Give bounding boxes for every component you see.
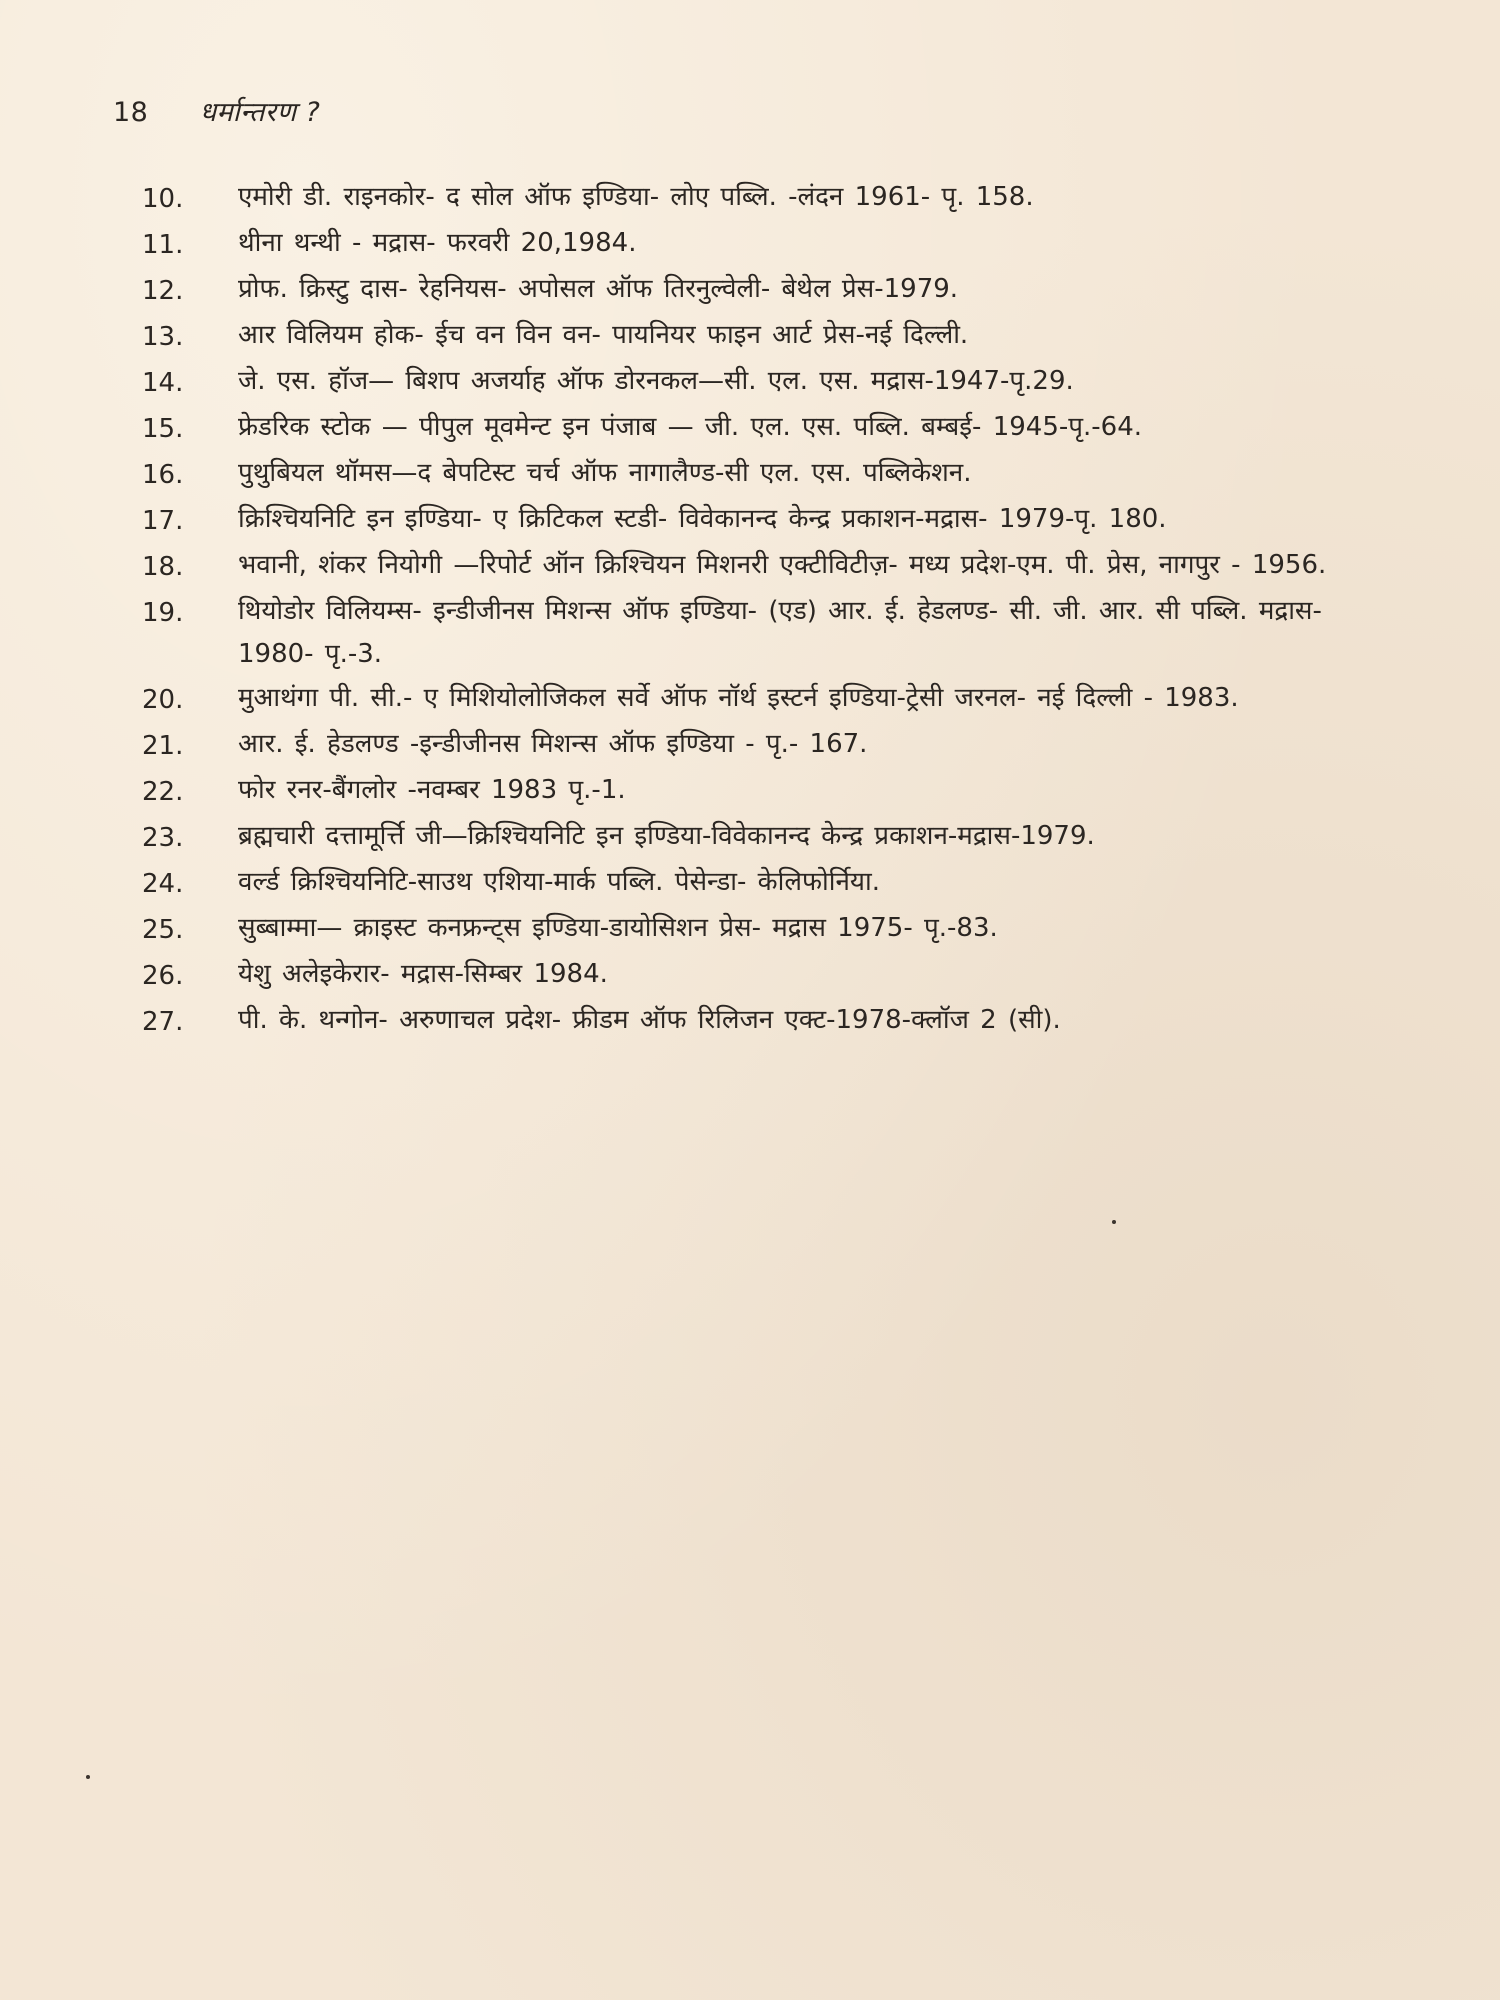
notes-list xyxy=(142,176,1392,1045)
note-item xyxy=(142,222,1392,267)
note-text: जे. एस. हॉज— बिशप अजर्याह ऑफ डोरनकल—सी. एल. एस. मद्रास-1947-पृ.29. xyxy=(238,366,1074,396)
note-number: 12. xyxy=(142,276,184,306)
note-item xyxy=(142,953,1392,998)
note-number: 13. xyxy=(142,322,184,352)
ink-speck xyxy=(86,1775,90,1779)
note-text: फोर रनर-बैंगलोर -नवम्बर 1983 पृ.-1. xyxy=(238,775,626,805)
note-item xyxy=(142,590,1392,676)
ink-speck xyxy=(1112,1220,1116,1224)
note-text: वर्ल्ड क्रिश्चियनिटि-साउथ एशिया-मार्क पब्लि. पेसेन्डा- केलिफोर्निया. xyxy=(238,867,881,897)
note-text: पुथुबियल थॉमस—द बेपटिस्ट चर्च ऑफ नागालैण्ड-सी एल. एस. पब्लिकेशन. xyxy=(238,458,972,488)
note-item xyxy=(142,769,1392,814)
note-item xyxy=(142,815,1392,860)
note-number: 20. xyxy=(142,685,184,715)
note-item xyxy=(142,406,1392,451)
note-number: 16. xyxy=(142,460,184,490)
note-number: 18. xyxy=(142,552,184,582)
note-number: 27. xyxy=(142,1007,184,1037)
note-text: आर विलियम होक- ईच वन विन वन- पायनियर फाइन आर्ट प्रेस-नई दिल्ली. xyxy=(238,320,969,350)
note-text: पी. के. थन्गोन- अरुणाचल प्रदेश- फ्रीडम ऑफ रिलिजन एक्ट-1978-क्लॉज 2 (सी). xyxy=(238,1005,1061,1035)
note-item xyxy=(142,677,1392,722)
note-item xyxy=(142,268,1392,313)
note-text: मुआथंगा पी. सी.- ए मिशियोलोजिकल सर्वे ऑफ नॉर्थ इस्टर्न इण्डिया-ट्रेसी जरनल- नई दिल्ली - 1983. xyxy=(238,683,1239,713)
note-item xyxy=(142,176,1392,221)
note-number: 23. xyxy=(142,823,184,853)
note-number: 22. xyxy=(142,777,184,807)
note-item xyxy=(142,452,1392,497)
note-number: 26. xyxy=(142,961,184,991)
note-number: 24. xyxy=(142,869,184,899)
note-number: 25. xyxy=(142,915,184,945)
note-number: 21. xyxy=(142,731,184,761)
note-item xyxy=(142,861,1392,906)
note-text: प्रोफ. क्रिस्टु दास- रेहनियस- अपोसल ऑफ तिरनुल्वेली- बेथेल प्रेस-1979. xyxy=(238,274,959,304)
note-number: 14. xyxy=(142,368,184,398)
note-text: भवानी, शंकर नियोगी —रिपोर्ट ऑन क्रिश्चियन मिशनरी एक्टीविटीज़- मध्य प्रदेश-एम. पी. प्रेस, नागपुर - 1956. xyxy=(238,550,1327,580)
note-text: क्रिश्चियनिटि इन इण्डिया- ए क्रिटिकल स्टडी- विवेकानन्द केन्द्र प्रकाशन-मद्रास- 1979-पृ. 180. xyxy=(238,504,1167,534)
note-item xyxy=(142,360,1392,405)
note-number: 17. xyxy=(142,506,184,536)
note-item xyxy=(142,723,1392,768)
note-text: सुब्बाम्मा— क्राइस्ट कनफ्रन्ट्स इण्डिया-डायोसिशन प्रेस- मद्रास 1975- पृ.-83. xyxy=(238,913,998,943)
note-item xyxy=(142,999,1392,1044)
page-header xyxy=(113,92,320,129)
note-text: थीना थन्थी - मद्रास- फरवरी 20,1984. xyxy=(238,228,637,258)
note-text: येशु अलेइकेरार- मद्रास-सिम्बर 1984. xyxy=(238,959,608,989)
note-text: एमोरी डी. राइनकोर- द सोल ऑफ इण्डिया- लोए पब्लि. -लंदन 1961- पृ. 158. xyxy=(238,182,1034,212)
note-item xyxy=(142,498,1392,543)
note-number: 10. xyxy=(142,184,184,214)
note-text: थियोडोर विलियम्स- इन्डीजीनस मिशन्स ऑफ इण्डिया- (एड) आर. ई. हेडलण्ड- सी. जी. आर. सी पब्लि. मद्रास- 1980- पृ.-3. xyxy=(238,596,1322,669)
note-text: फ्रेडरिक स्टोक — पीपुल मूवमेन्ट इन पंजाब — जी. एल. एस. पब्लि. बम्बई- 1945-पृ.-64. xyxy=(238,412,1143,442)
note-text: ब्रह्मचारी दत्तामूर्त्ति जी—क्रिश्चियनिटि इन इण्डिया-विवेकानन्द केन्द्र प्रकाशन-मद्रास-1979. xyxy=(238,821,1095,851)
note-number: 11. xyxy=(142,230,184,260)
note-number: 19. xyxy=(142,598,184,628)
note-item xyxy=(142,544,1392,589)
note-item xyxy=(142,907,1392,952)
note-number: 15. xyxy=(142,414,184,444)
note-item xyxy=(142,314,1392,359)
note-text: आर. ई. हेडलण्ड -इन्डीजीनस मिशन्स ऑफ इण्डिया - पृ.- 167. xyxy=(238,729,868,759)
running-title: धर्मान्तरण ? xyxy=(199,97,321,128)
page-number: 18 xyxy=(113,97,149,128)
